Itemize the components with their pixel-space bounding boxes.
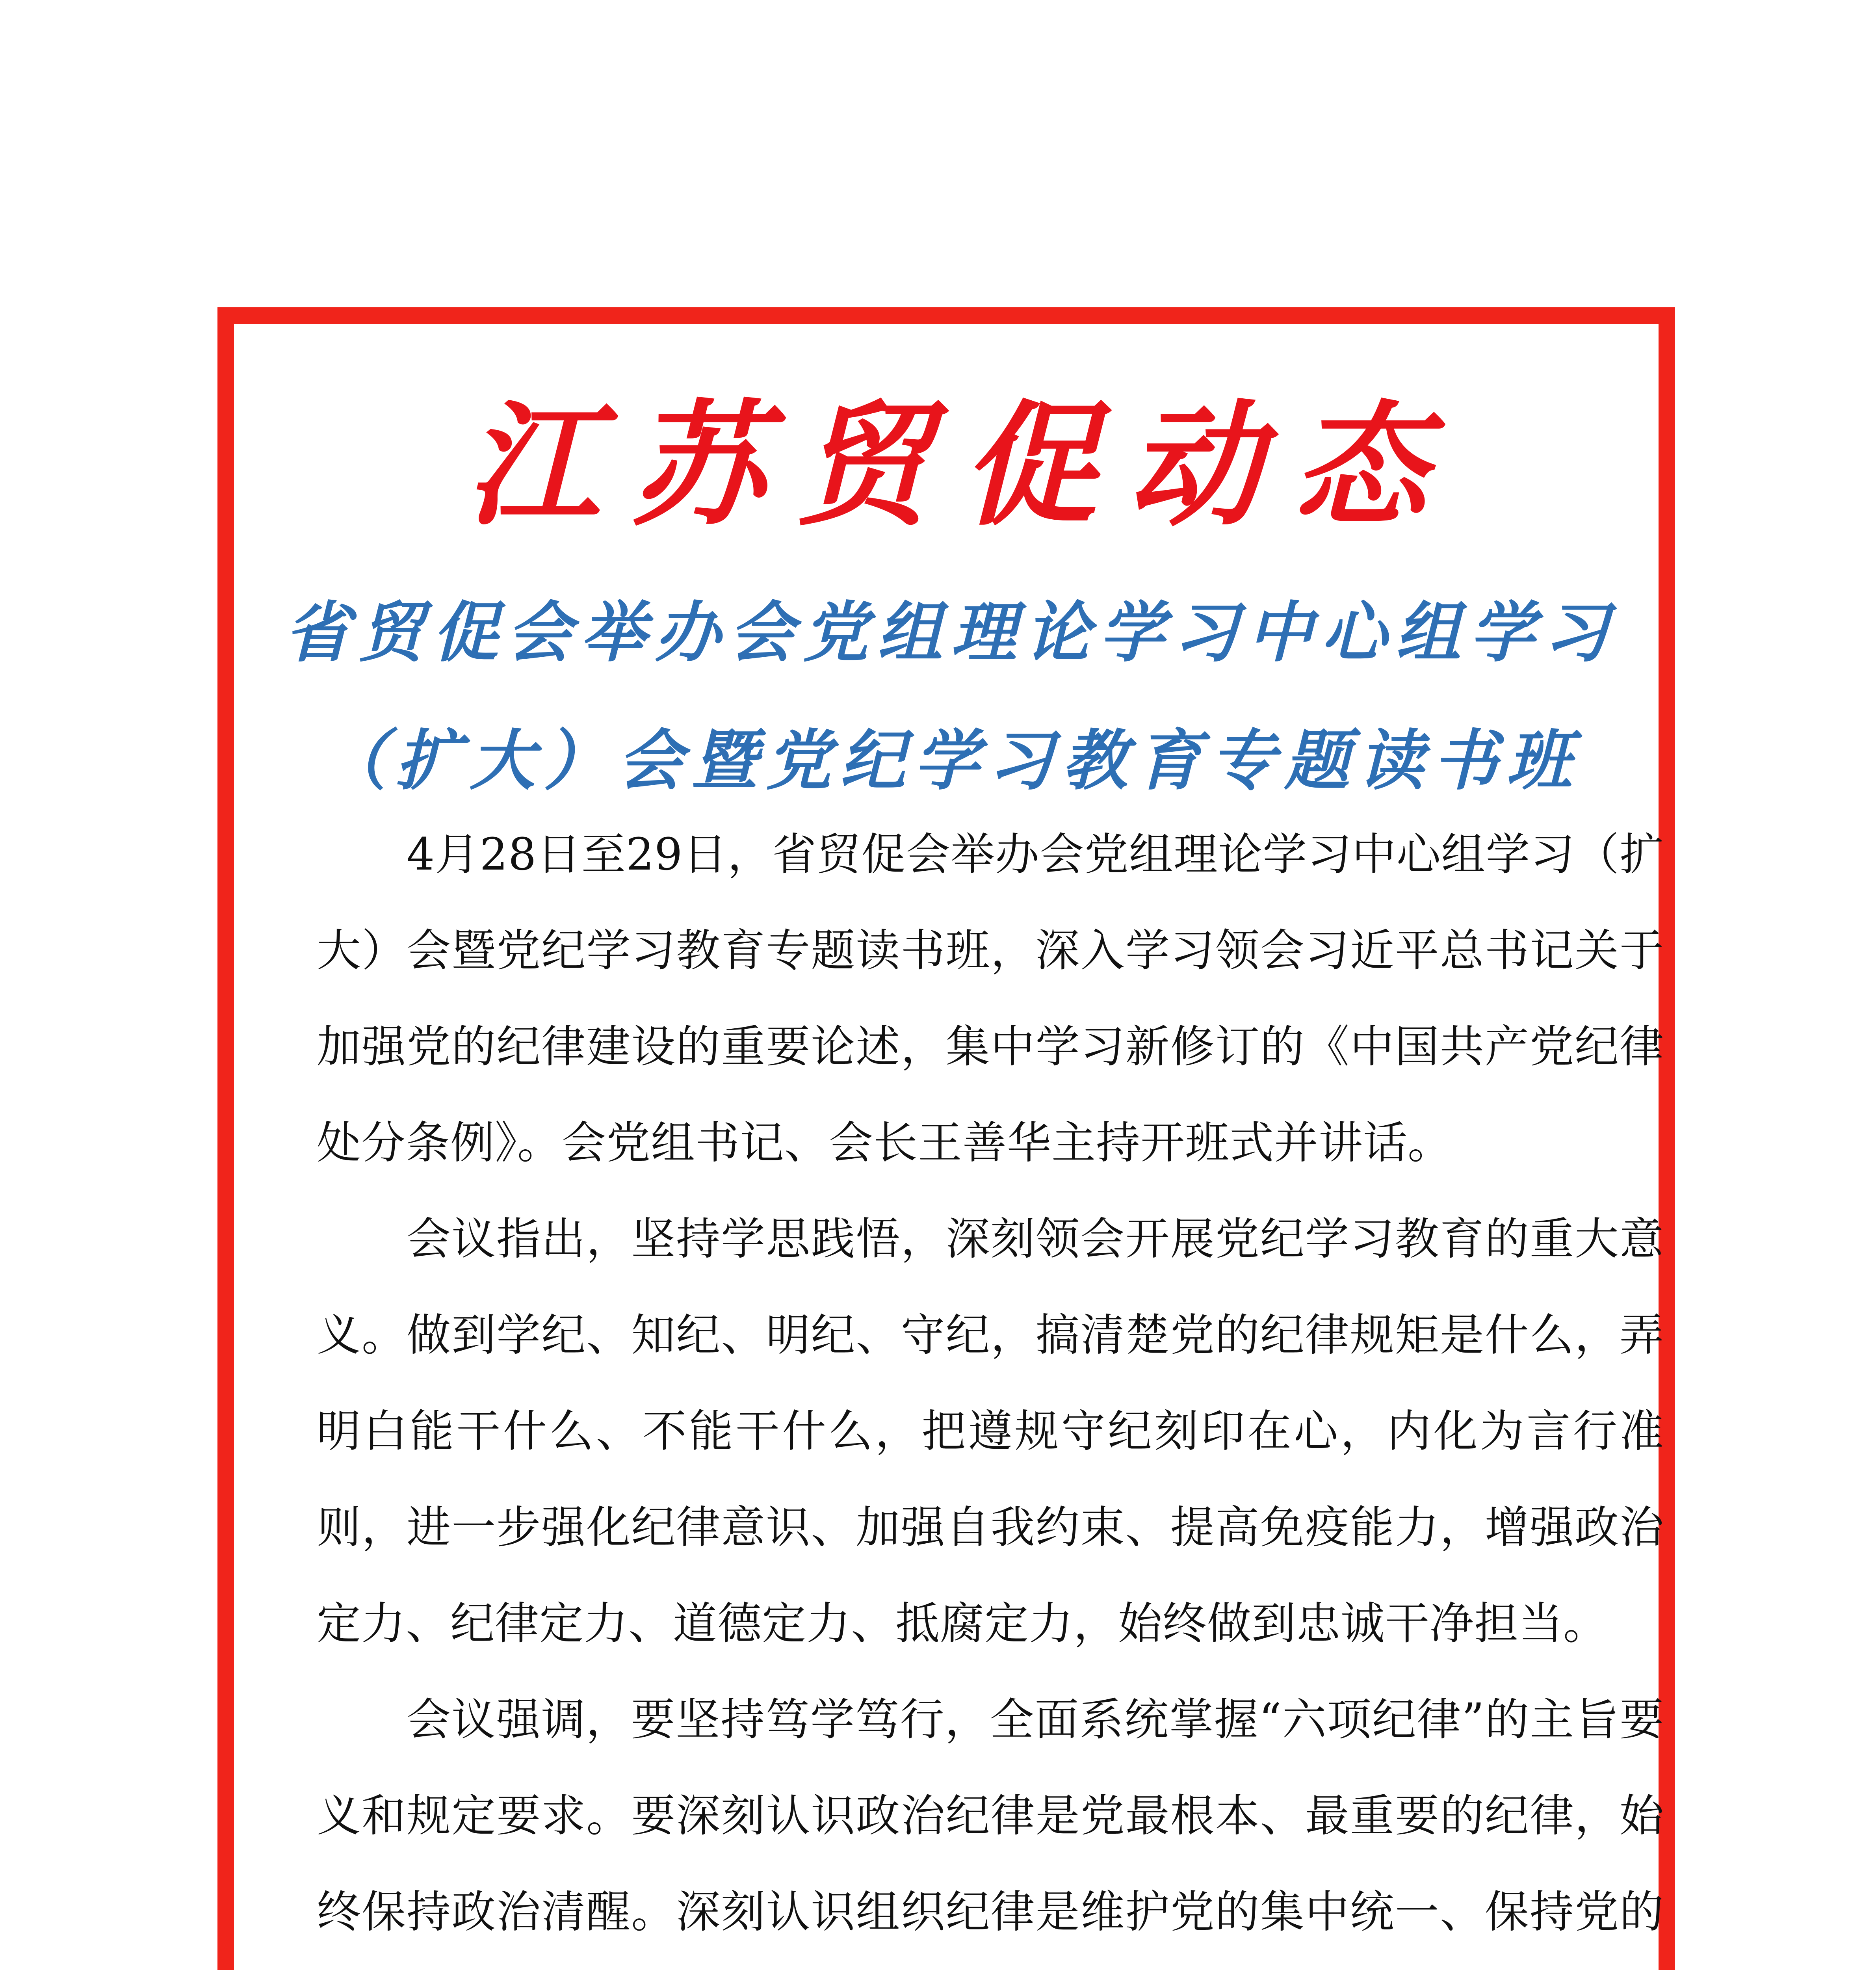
masthead-title: 江苏贸促动态 xyxy=(466,387,1458,544)
paragraph-3: 会议强调，要坚持笃学笃行，全面系统掌握“六项纪律”的主旨要义和规定要求。要深刻认识政治纪律是党最根本、最重要的纪律，始终保持政治清醒。深刻认识组织纪律是维护党的集中统一、保持党的 xyxy=(317,1694,1664,1938)
paragraph-1: 4月28日至29日，省贸促会举办会党组理论学习中心组学习（扩大）会暨党纪学习教育专题读书班，深入学习领会习近平总书记关于加强党的纪律建设的重要论述，集中学习新修订的《中国共产党纪律处分条例》。会党组书记、会长王善华主持开班式并讲话。 xyxy=(317,829,1664,1169)
article-headline-line-1: 省贸促会举办会党组理论学习中心组学习 xyxy=(284,595,1618,671)
page-frame xyxy=(217,307,1675,1970)
article-body xyxy=(317,807,1664,1970)
article-headline-line-2: （扩大）会暨党纪学习教育专题读书班 xyxy=(321,723,1581,799)
paragraph-2: 会议指出，坚持学思践悟，深刻领会开展党纪学习教育的重大意义。做到学纪、知纪、明纪、守纪，搞清楚党的纪律规矩是什么，弄明白能干什么、不能干什么，把遵规守纪刻印在心，内化为言行准则，进一步强化纪律意识、加强自我约束、提高免疫能力，增强政治定力、纪律定力、道德定力、抵腐定力，始终做到忠诚干净担当。 xyxy=(317,1214,1664,1649)
